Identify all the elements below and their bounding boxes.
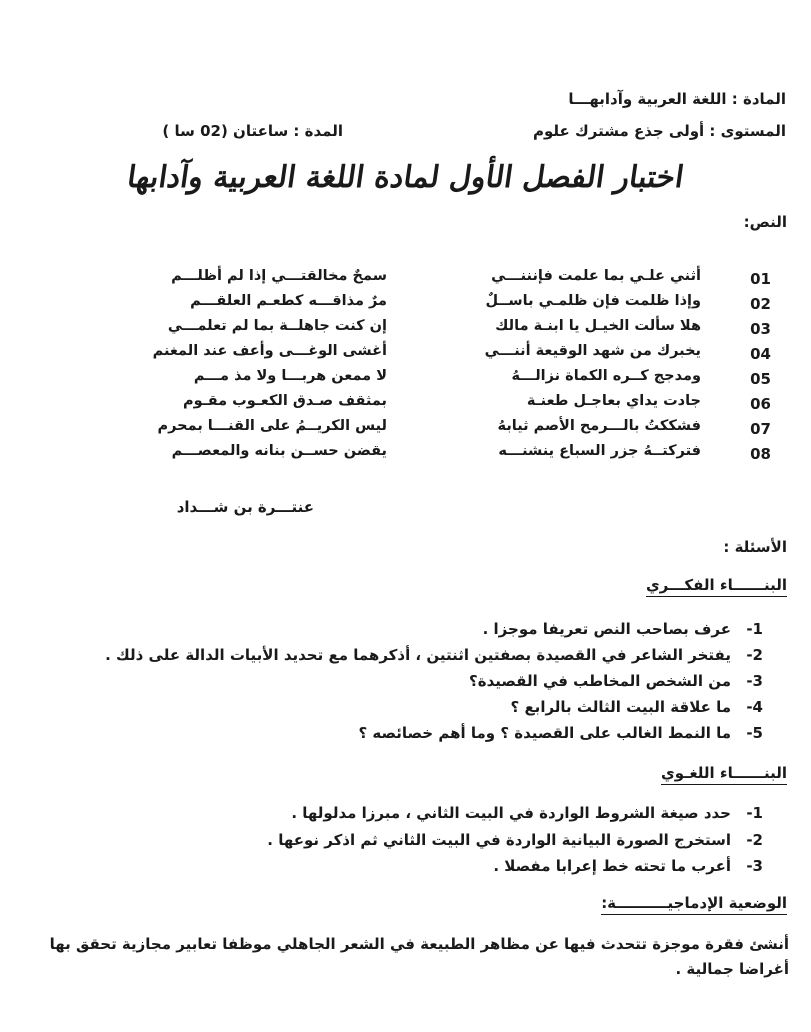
poet-name: عنتـــرة بن شـــداد xyxy=(176,498,314,516)
verse-sadr: أثني علـي بما علمت فإنننـــي xyxy=(491,268,701,284)
verse-number: 02 xyxy=(750,295,771,313)
questions-label: الأسئلة : xyxy=(723,538,787,556)
verse-sadr: هلا سألت الخيـل يا ابنـة مالك xyxy=(495,318,701,334)
verse-number: 06 xyxy=(750,395,771,413)
section-heading-linguistic: البنــــــاء اللغـوي xyxy=(661,764,787,785)
verse-ajz: مرٌ مذاقـــه كطعـم العلقـــم xyxy=(190,293,387,309)
duration-label: المدة : ساعتان (02 سا ) xyxy=(162,122,343,140)
verse-ajz: يقضن حســن بنانه والمعصـــم xyxy=(171,443,387,459)
text-label: النص: xyxy=(743,213,787,231)
question-text: حدد صيغة الشروط الواردة في البيت الثاني ، مبرزا مدلولها . xyxy=(291,804,731,822)
verse-sadr: فشككتُ بالـــرمح الأصم ثيابهُ xyxy=(497,418,701,434)
question-number: -5 xyxy=(746,724,763,742)
section-heading-intellectual: البنــــــاء الفكـــري xyxy=(646,576,787,597)
question-number: -1 xyxy=(746,620,763,638)
question-text: من الشخص المخاطب في القصيدة؟ xyxy=(469,672,731,690)
verse-number: 08 xyxy=(750,445,771,463)
verse-sadr: جادت يداي بعاجـل طعنـة xyxy=(526,393,701,409)
verse-number: 05 xyxy=(750,370,771,388)
verse-sadr: يخبرك من شهد الوقيعة أننـــي xyxy=(484,343,701,359)
verse-ajz: بمثقف صـدق الكعـوب مقـوم xyxy=(183,393,387,409)
question-text: عرف بصاحب النص تعريفا موجزا . xyxy=(482,620,731,638)
question-number: -1 xyxy=(746,804,763,822)
question-text: استخرج الصورة البيانية الواردة في البيت الثاني ثم اذكر نوعها . xyxy=(267,831,731,849)
verse-ajz: إن كنت جاهلــة بما لم تعلمـــي xyxy=(167,318,387,334)
question-text: يفتخر الشاعر في القصيدة بصفتين اثنتين ، أذكرهما مع تحديد الأبيات الدالة على ذلك . xyxy=(105,646,731,664)
verse-ajz: أغشى الوغـــى وأعف عند المغنم xyxy=(152,343,387,359)
question-number: -2 xyxy=(746,831,763,849)
question-number: -3 xyxy=(746,857,763,875)
verse-ajz: لا ممعن هربـــا ولا مذ مـــم xyxy=(193,368,387,384)
verse-sadr: فتركتــهُ جزر السباع ينشنـــه xyxy=(498,443,701,459)
subject-label: المادة : اللغة العربية وآدابهـــا xyxy=(568,90,786,108)
question-number: -3 xyxy=(746,672,763,690)
verse-sadr: وإذا ظلمت فإن ظلمـي باســلٌ xyxy=(485,293,701,309)
question-text: أعرب ما تحته خط إعرابا مفصلا . xyxy=(493,857,731,875)
level-label: المستوى : أولى جذع مشترك علوم xyxy=(533,122,786,140)
question-number: -2 xyxy=(746,646,763,664)
verse-number: 07 xyxy=(750,420,771,438)
question-number: -4 xyxy=(746,698,763,716)
verse-number: 04 xyxy=(750,345,771,363)
exam-title: اختبار الفصل الأول لمادة اللغة العربية وآدابها xyxy=(125,160,686,195)
question-text: ما النمط الغالب على القصيدة ؟ وما أهم خصائصه ؟ xyxy=(358,724,731,742)
section-heading-integration: الوضعية الإدماجيــــــــــة: xyxy=(601,894,787,915)
verse-ajz: ليس الكريــمُ على القنـــا بمحرم xyxy=(157,418,387,434)
verse-ajz: سمحٌ مخالقتـــي إذا لم أظلـــم xyxy=(171,268,387,284)
verse-sadr: ومدجج كــره الكماة نزالـــهُ xyxy=(511,368,701,384)
integration-task: أنشئ فقرة موجزة تتحدث فيها عن مظاهر الطبيعة في الشعر الجاهلي موظفا تعابير مجازية تحقق بها أغراضا جمالية . xyxy=(49,935,789,978)
verse-number: 01 xyxy=(750,270,771,288)
verse-number: 03 xyxy=(750,320,771,338)
question-text: ما علاقة البيت الثالث بالرابع ؟ xyxy=(510,698,731,716)
